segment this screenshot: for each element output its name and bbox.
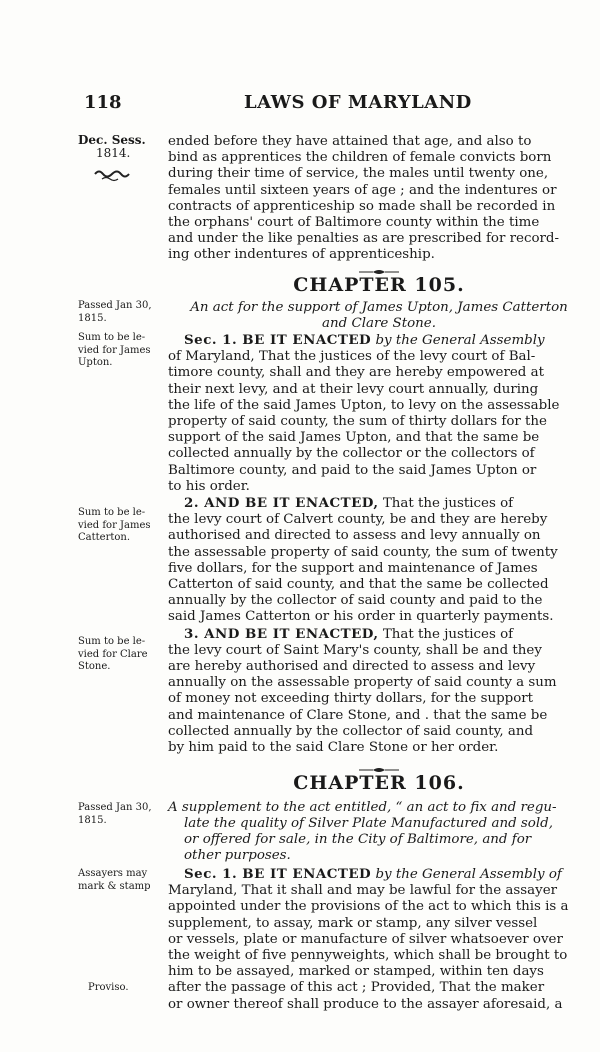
- text-line: property of said county, the sum of thirty dollars for the: [168, 414, 547, 430]
- text-line: Catterton of said county, and that the same be collected: [168, 577, 549, 593]
- chapter-106-title: [168, 800, 590, 864]
- continuation-text: [168, 134, 590, 264]
- text-line: support of the said James Upton, and that the same be: [168, 430, 540, 446]
- ch105-sec3-first: [168, 626, 590, 643]
- ch106-sec1-first: [168, 866, 590, 883]
- text-line: the levy court of Calvert county, be and they are hereby: [168, 512, 548, 528]
- margin-line: vied for Clare: [78, 648, 148, 660]
- text-line: after the passage of this act ; Provided, That the maker: [168, 980, 545, 996]
- chapter-105-sections: [168, 332, 590, 756]
- enacting-clause: 2. AND BE IT ENACTED,: [184, 495, 379, 512]
- title-line: or offered for sale, in the City of Baltimore, and for: [184, 832, 532, 847]
- text-line: during their time of service, the males until twenty one,: [168, 166, 549, 182]
- text-line: That the justices of: [382, 626, 514, 642]
- text-line: or owner thereof shall produce to the assayer aforesaid, a: [168, 996, 563, 1012]
- margin-line: 1815.: [78, 814, 107, 826]
- margin-line: Sum to be le-: [78, 507, 146, 518]
- enacting-clause: 3. AND BE IT ENACTED,: [184, 625, 379, 642]
- flourish-ornament-icon: [94, 168, 130, 182]
- margin-line: Catterton.: [78, 532, 131, 543]
- text-line: ing other indentures of apprenticeship.: [168, 247, 435, 263]
- text-line: ended before they have attained that age, and also to: [168, 134, 532, 149]
- text-line: of money not exceeding thirty dollars, for the support: [168, 691, 534, 707]
- text-line: timore county, shall and they are hereby empowered at: [168, 365, 544, 381]
- text-line: bind as apprentices the children of female convicts born: [168, 150, 552, 166]
- text-line: contracts of apprenticeship so made shall be recorded in: [168, 198, 556, 214]
- text-line: annually by the collector of said county and paid to the: [168, 593, 543, 609]
- note-assayers: [78, 868, 164, 893]
- text-line: and under the like penalties as are prescribed for record-: [168, 231, 560, 247]
- text-line: him to be assayed, marked or stamped, within ten days: [168, 964, 544, 980]
- title-line: and Clare Stone.: [322, 316, 436, 331]
- chapter-106-heading: CHAPTER 106.: [293, 772, 465, 794]
- text-line: five dollars, for the support and maintenance of James: [168, 560, 538, 576]
- margin-line: vied for James: [78, 344, 151, 356]
- text-line: their next levy, and at their levy court annually, during: [168, 381, 539, 397]
- page-header: [84, 92, 584, 118]
- ch105-sec2-first: [168, 495, 590, 512]
- title-line: late the quality of Silver Plate Manufactured and sold,: [184, 816, 553, 831]
- margin-line: Upton.: [78, 357, 113, 368]
- margin-line: vied for James: [78, 519, 151, 531]
- chapter-105-title: [168, 300, 590, 332]
- margin-line: Stone.: [78, 661, 111, 672]
- margin-line: Passed Jan 30,: [78, 300, 152, 311]
- text-line: said James Catterton or his order in quarterly payments.: [168, 609, 554, 625]
- text-line: of Maryland, That the justices of the levy court of Bal-: [168, 349, 536, 365]
- text-line: authorised and directed to assess and levy annually on: [168, 528, 541, 544]
- note-stone: [78, 636, 164, 674]
- ch105-sec1-first: [168, 332, 590, 349]
- text-line: and maintenance of Clare Stone, and . that the same be: [168, 707, 548, 723]
- enacting-clause: Sec. 1. BE IT ENACTED: [184, 866, 372, 882]
- margin-line: 1815.: [78, 312, 107, 324]
- session-year: 1814.: [96, 145, 131, 160]
- chapter-106-sections: [168, 866, 590, 1013]
- text-line: the weight of five pennyweights, which shall be brought to: [168, 948, 568, 964]
- page-number: 118: [84, 92, 122, 113]
- text-line: are hereby authorised and directed to assess and levy: [168, 659, 536, 675]
- note-proviso: Proviso.: [88, 982, 129, 993]
- title-line: A supplement to the act entitled, “ an act to fix and regu-: [168, 800, 557, 815]
- text-line: collected annually by the collector of said county, and: [168, 723, 534, 739]
- title-line: other purposes.: [184, 848, 291, 863]
- session-note: [78, 134, 164, 159]
- text-line: females until sixteen years of age ; and the indentures or: [168, 182, 557, 198]
- ch106-passed-note: [78, 802, 164, 827]
- text-line: by him paid to the said Clare Stone or her order.: [168, 740, 499, 756]
- note-upton: [78, 332, 164, 370]
- text-line: appointed under the provisions of the act to which this is a: [168, 899, 569, 915]
- session-label: Dec. Sess.: [78, 133, 146, 147]
- enacting-clause-italic: by the General Assembly: [375, 333, 545, 348]
- enacting-clause: Sec. 1. BE IT ENACTED: [184, 332, 372, 348]
- note-catterton: [78, 507, 164, 545]
- text-line: Baltimore county, and paid to the said James Upton or: [168, 462, 537, 478]
- margin-line: Passed Jan 30,: [78, 802, 152, 813]
- title-line: An act for the support of James Upton, James Catterton: [190, 300, 568, 315]
- text-line: the assessable property of said county, the sum of twenty: [168, 544, 558, 560]
- chapter-105-heading: CHAPTER 105.: [293, 274, 465, 296]
- text-line: the life of the said James Upton, to levy on the assessable: [168, 397, 560, 413]
- text-line: the levy court of Saint Mary's county, shall be and they: [168, 642, 542, 658]
- text-line: supplement, to assay, mark or stamp, any silver vessel: [168, 915, 538, 931]
- text-line: the orphans' court of Baltimore county within the time: [168, 215, 540, 231]
- text-line: That the justices of: [382, 496, 514, 512]
- text-line: annually on the assessable property of said county a sum: [168, 675, 557, 691]
- margin-line: Sum to be le-: [78, 332, 146, 343]
- margin-line: Assayers may: [78, 868, 148, 879]
- text-line: or vessels, plate or manufacture of silver whatsoever over: [168, 931, 563, 947]
- margin-line: Sum to be le-: [78, 636, 146, 647]
- running-title: LAWS OF MARYLAND: [244, 92, 472, 113]
- text-line: Maryland, That it shall and may be lawful for the assayer: [168, 883, 558, 899]
- text-line: to his order.: [168, 478, 250, 494]
- ch105-passed-note: [78, 300, 164, 325]
- enacting-clause-italic: by the General Assembly of: [375, 867, 562, 882]
- margin-line: mark & stamp: [78, 880, 151, 892]
- text-line: collected annually by the collector or the collectors of: [168, 446, 535, 462]
